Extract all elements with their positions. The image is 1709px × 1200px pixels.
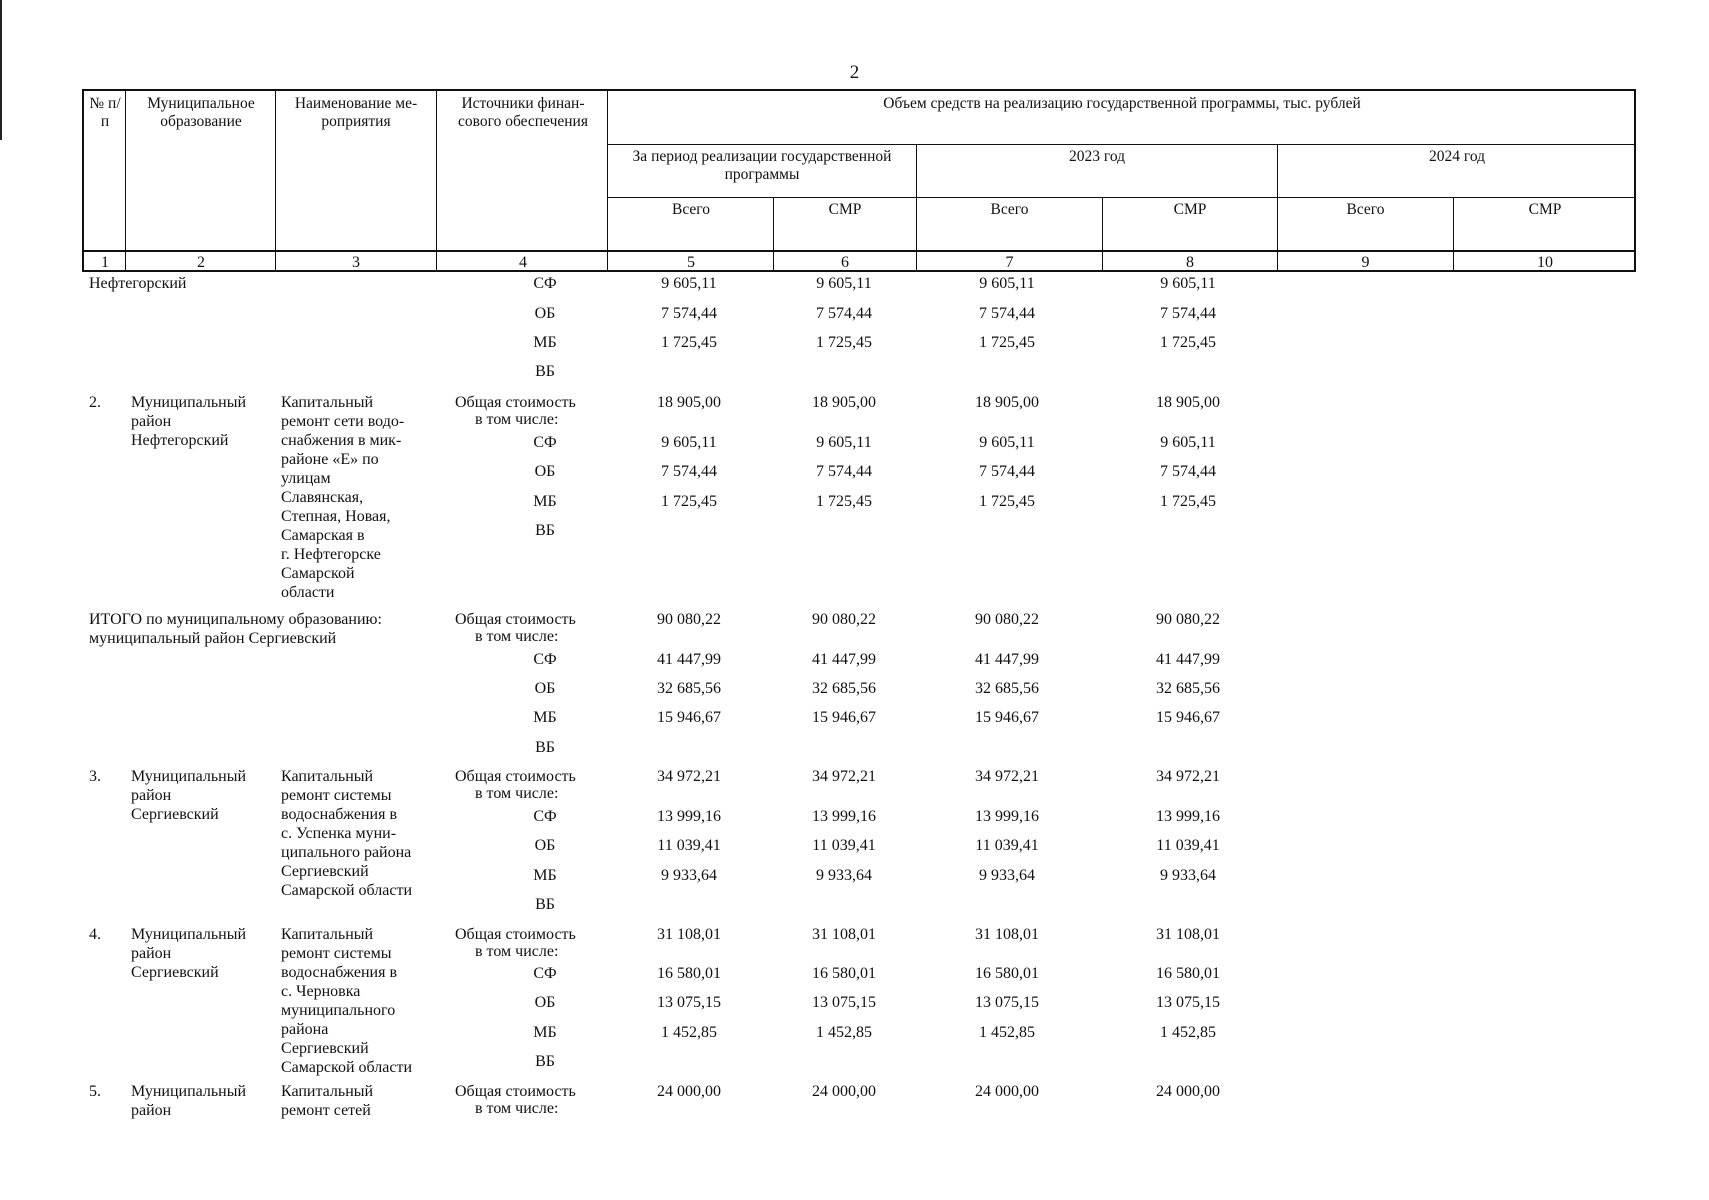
source-label: ОБ	[534, 994, 556, 1011]
source-label: СФ	[533, 651, 557, 668]
amount-c8: 11 039,41	[1156, 837, 1220, 854]
source-label: СФ	[533, 434, 557, 451]
col-number: 8	[1186, 254, 1194, 271]
amount-c7: 32 685,56	[975, 680, 1039, 697]
event-name: ремонт системы	[281, 787, 392, 804]
amount-c6: 1 725,45	[816, 334, 872, 351]
amount-c8: 15 946,67	[1156, 709, 1220, 726]
header-col-sources: Источники финан-сового обеспечения	[458, 95, 588, 130]
header-year-2023: 2023 год	[1068, 148, 1126, 165]
amount-c6: 13 075,15	[812, 994, 876, 1011]
event-name: Сергиевский	[281, 1040, 369, 1057]
amount-c7: 11 039,41	[975, 837, 1039, 854]
amount-c7: 13 075,15	[975, 994, 1039, 1011]
amount-c8: 1 725,45	[1160, 493, 1216, 510]
header-vsego-2023: Всего	[990, 201, 1029, 218]
total-c6: 34 972,21	[812, 768, 876, 785]
municipality-name: Сергиевский	[131, 964, 219, 981]
amount-c8: 9 605,11	[1160, 275, 1216, 292]
source-label: МБ	[533, 334, 557, 351]
event-name: с. Черновка	[281, 983, 361, 1000]
amount-c5: 32 685,56	[657, 680, 721, 697]
amount-c5: 16 580,01	[657, 965, 721, 982]
header-col-no: № п/п	[89, 95, 121, 130]
total-c8: 31 108,01	[1156, 926, 1220, 943]
total-c8: 34 972,21	[1156, 768, 1220, 785]
itogo-label: муниципальный район Сергиевский	[89, 630, 337, 647]
amount-c6: 9 933,64	[816, 867, 872, 884]
col-number: 4	[519, 254, 527, 271]
itogo-label: ИТОГО по муниципальному образованию:	[89, 611, 382, 628]
source-label: СФ	[533, 808, 557, 825]
event-name: с. Успенка муни-	[281, 825, 397, 842]
amount-c6: 11 039,41	[812, 837, 876, 854]
event-name: улицам	[281, 470, 331, 487]
amount-c5: 9 605,11	[661, 434, 717, 451]
event-name: водоснабжения в	[281, 964, 398, 981]
total-c5: 31 108,01	[657, 926, 721, 943]
header-col-event: Наименование ме-роприятия	[294, 95, 418, 130]
header-vsego-2024: Всего	[1346, 201, 1385, 218]
amount-c7: 13 999,16	[975, 808, 1039, 825]
header-smr-2023: СМР	[1173, 201, 1207, 218]
event-name: Степная, Новая,	[281, 508, 391, 525]
header-smr-period: СМР	[828, 201, 862, 218]
total-label: Общая стоимость	[455, 768, 576, 785]
total-c7: 31 108,01	[975, 926, 1039, 943]
event-name: Капитальный	[281, 1083, 374, 1100]
amount-c7: 1 452,85	[979, 1024, 1035, 1041]
total-c8: 90 080,22	[1156, 611, 1220, 628]
col-number: 5	[687, 254, 695, 271]
amount-c5: 11 039,41	[657, 837, 721, 854]
amount-c6: 7 574,44	[816, 463, 872, 480]
amount-c7: 7 574,44	[979, 305, 1035, 322]
amount-c5: 15 946,67	[657, 709, 721, 726]
total-c6: 31 108,01	[812, 926, 876, 943]
amount-c7: 41 447,99	[975, 651, 1039, 668]
total-c7: 90 080,22	[975, 611, 1039, 628]
source-label: ВБ	[535, 363, 555, 380]
amount-c6: 16 580,01	[812, 965, 876, 982]
col-number: 1	[101, 254, 109, 271]
event-name: г. Нефтегорске	[281, 546, 381, 563]
total-c8: 24 000,00	[1156, 1083, 1220, 1100]
source-label: ОБ	[534, 305, 556, 322]
event-name: Самарская в	[281, 527, 365, 544]
municipality-name: район	[131, 1102, 172, 1119]
event-name: районе «Е» по	[281, 451, 379, 468]
amount-c7: 7 574,44	[979, 463, 1035, 480]
amount-c7: 9 605,11	[979, 275, 1035, 292]
amount-c5: 1 725,45	[661, 334, 717, 351]
amount-c6: 9 605,11	[816, 275, 872, 292]
event-name: водоснабжения в	[281, 806, 398, 823]
source-label: ОБ	[534, 463, 556, 480]
amount-c5: 9 933,64	[661, 867, 717, 884]
municipality-name: район	[131, 787, 172, 804]
event-name: ремонт сетей	[281, 1102, 371, 1119]
total-c6: 90 080,22	[812, 611, 876, 628]
table-header	[82, 89, 1636, 272]
col-number: 9	[1361, 254, 1370, 271]
item-number: 5.	[89, 1083, 101, 1100]
amount-c6: 41 447,99	[812, 651, 876, 668]
total-label-sub: в том числе:	[475, 1100, 559, 1117]
amount-c5: 13 999,16	[657, 808, 721, 825]
item-number: 4.	[89, 926, 101, 943]
amount-c7: 1 725,45	[979, 493, 1035, 510]
header-col-volume: Объем средств на реализацию государственной программы, тыс. рублей	[883, 95, 1361, 112]
item-number: 3.	[89, 768, 101, 785]
total-label-sub: в том числе:	[475, 411, 559, 428]
amount-c5: 41 447,99	[657, 651, 721, 668]
total-c5: 90 080,22	[657, 611, 721, 628]
total-label-sub: в том числе:	[475, 785, 559, 802]
amount-c8: 32 685,56	[1156, 680, 1220, 697]
amount-c8: 7 574,44	[1160, 463, 1216, 480]
source-label: ВБ	[535, 896, 555, 913]
amount-c6: 15 946,67	[812, 709, 876, 726]
amount-c8: 1 725,45	[1160, 334, 1216, 351]
header-col-municipality: Муниципальное образование	[147, 95, 255, 130]
amount-c8: 1 452,85	[1160, 1024, 1216, 1041]
event-name: Самарской области	[281, 1059, 412, 1076]
amount-c6: 9 605,11	[816, 434, 872, 451]
municipality-name: Муниципальный	[131, 1083, 247, 1100]
total-c5: 24 000,00	[657, 1083, 721, 1100]
source-label: ОБ	[534, 680, 556, 697]
source-label: ОБ	[534, 837, 556, 854]
municipality-name: Муниципальный	[131, 926, 247, 943]
event-name: Капитальный	[281, 394, 374, 411]
municipality-name: Муниципальный	[131, 394, 247, 411]
total-c5: 18 905,00	[657, 394, 721, 411]
amount-c8: 13 075,15	[1156, 994, 1220, 1011]
source-label: МБ	[533, 1024, 557, 1041]
col-number: 6	[841, 254, 849, 271]
header-smr-2024: СМР	[1528, 201, 1562, 218]
total-label: Общая стоимость	[455, 611, 576, 628]
amount-c6: 7 574,44	[816, 305, 872, 322]
event-name: Сергиевский	[281, 863, 369, 880]
municipality-name: Муниципальный	[131, 768, 247, 785]
source-label: СФ	[533, 965, 557, 982]
amount-c6: 1 725,45	[816, 493, 872, 510]
municipality-name: Нефтегорский	[89, 275, 187, 292]
amount-c8: 41 447,99	[1156, 651, 1220, 668]
event-name: области	[281, 584, 335, 601]
amount-c5: 1 452,85	[661, 1024, 717, 1041]
amount-c6: 13 999,16	[812, 808, 876, 825]
event-name: района	[281, 1021, 329, 1038]
municipality-name: Нефтегорский	[131, 432, 229, 449]
municipality-name: район	[131, 413, 172, 430]
source-label: СФ	[533, 275, 557, 292]
amount-c7: 9 605,11	[979, 434, 1035, 451]
event-name: ремонт сети водо-	[281, 413, 405, 430]
amount-c7: 16 580,01	[975, 965, 1039, 982]
source-label: МБ	[533, 493, 557, 510]
event-name: Капитальный	[281, 926, 374, 943]
page-number: 2	[849, 62, 860, 83]
total-c5: 34 972,21	[657, 768, 721, 785]
col-number: 3	[352, 254, 360, 271]
amount-c5: 13 075,15	[657, 994, 721, 1011]
amount-c5: 9 605,11	[661, 275, 717, 292]
total-c8: 18 905,00	[1156, 394, 1220, 411]
amount-c7: 1 725,45	[979, 334, 1035, 351]
header-year-2024: 2024 год	[1428, 148, 1486, 165]
amount-c5: 7 574,44	[661, 463, 717, 480]
source-label: МБ	[533, 867, 557, 884]
event-name: муниципального	[281, 1002, 396, 1019]
total-c7: 34 972,21	[975, 768, 1039, 785]
municipality-name: Сергиевский	[131, 806, 219, 823]
event-name: ремонт системы	[281, 945, 392, 962]
amount-c6: 1 452,85	[816, 1024, 872, 1041]
event-name: снабжения в мик-	[281, 432, 402, 449]
col-number: 10	[1537, 254, 1553, 271]
source-label: ВБ	[535, 522, 555, 539]
col-number: 7	[1005, 254, 1014, 271]
total-label-sub: в том числе:	[475, 943, 559, 960]
total-label: Общая стоимость	[455, 926, 576, 943]
amount-c7: 15 946,67	[975, 709, 1039, 726]
source-label: ВБ	[535, 739, 555, 756]
total-c7: 24 000,00	[975, 1083, 1039, 1100]
event-name: Самарской	[281, 565, 355, 582]
total-label: Общая стоимость	[455, 394, 576, 411]
amount-c5: 1 725,45	[661, 493, 717, 510]
header-vsego-period: Всего	[671, 201, 710, 218]
municipality-name: район	[131, 945, 172, 962]
total-label-sub: в том числе:	[475, 628, 559, 645]
event-name: Славянская,	[281, 489, 364, 506]
amount-c8: 16 580,01	[1156, 965, 1220, 982]
amount-c8: 9 933,64	[1160, 867, 1216, 884]
total-c6: 18 905,00	[812, 394, 876, 411]
col-number: 2	[197, 254, 205, 271]
amount-c8: 9 605,11	[1160, 434, 1216, 451]
total-c7: 18 905,00	[975, 394, 1039, 411]
header-period-total: За период реализации государственной программы	[632, 148, 892, 183]
amount-c6: 32 685,56	[812, 680, 876, 697]
source-label: ВБ	[535, 1053, 555, 1070]
event-name: ципального района	[281, 844, 412, 861]
total-c6: 24 000,00	[812, 1083, 876, 1100]
event-name: Капитальный	[281, 768, 374, 785]
amount-c7: 9 933,64	[979, 867, 1035, 884]
amount-c5: 7 574,44	[661, 305, 717, 322]
item-number: 2.	[89, 394, 101, 411]
total-label: Общая стоимость	[455, 1083, 576, 1100]
source-label: МБ	[533, 709, 557, 726]
event-name: Самарской области	[281, 882, 412, 899]
amount-c8: 13 999,16	[1156, 808, 1220, 825]
amount-c8: 7 574,44	[1160, 305, 1216, 322]
